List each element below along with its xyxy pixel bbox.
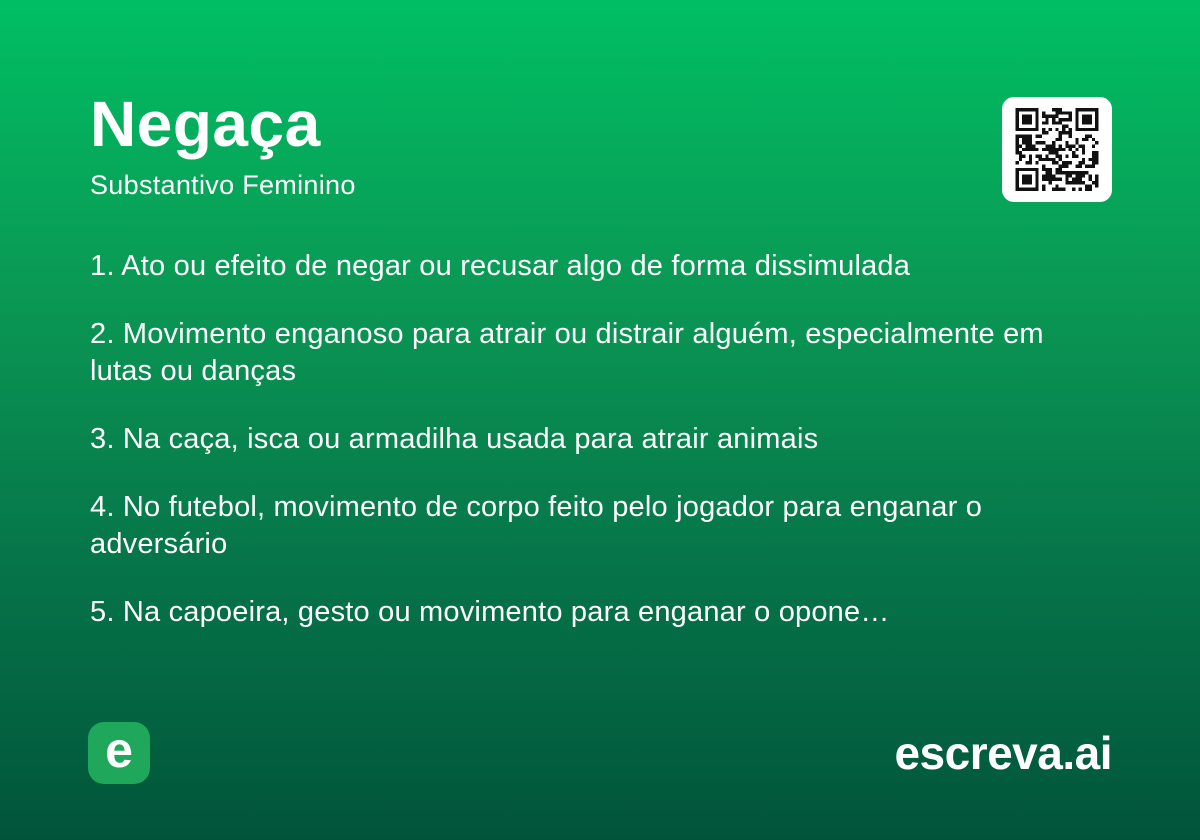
word-title: Negaça [90, 88, 321, 160]
definition-list [90, 248, 1080, 632]
header [90, 88, 356, 201]
brand-name: escreva.ai [894, 727, 1112, 779]
definition-item-5: 5. Na capoeira, gesto ou movimento para enganar o opone… [90, 596, 890, 629]
qr-code-pattern [1013, 108, 1101, 191]
definition-item-2: 2. Movimento enganoso para atrair ou distrair alguém, especialmente em lutas ou danças [90, 317, 1044, 388]
definition-item-4: 4. No futebol, movimento de corpo feito pelo jogador para enganar o adversário [90, 490, 983, 561]
definition-item-1: 1. Ato ou efeito de negar ou recusar algo de forma dissimulada [90, 250, 911, 282]
qr-code [1002, 97, 1112, 202]
part-of-speech: Substantivo Feminino [90, 170, 356, 200]
brand-logo [88, 722, 150, 784]
brand-logo-letter: e [105, 722, 133, 778]
definition-item-3: 3. Na caça, isca ou armadilha usada para atrair animais [90, 423, 819, 456]
